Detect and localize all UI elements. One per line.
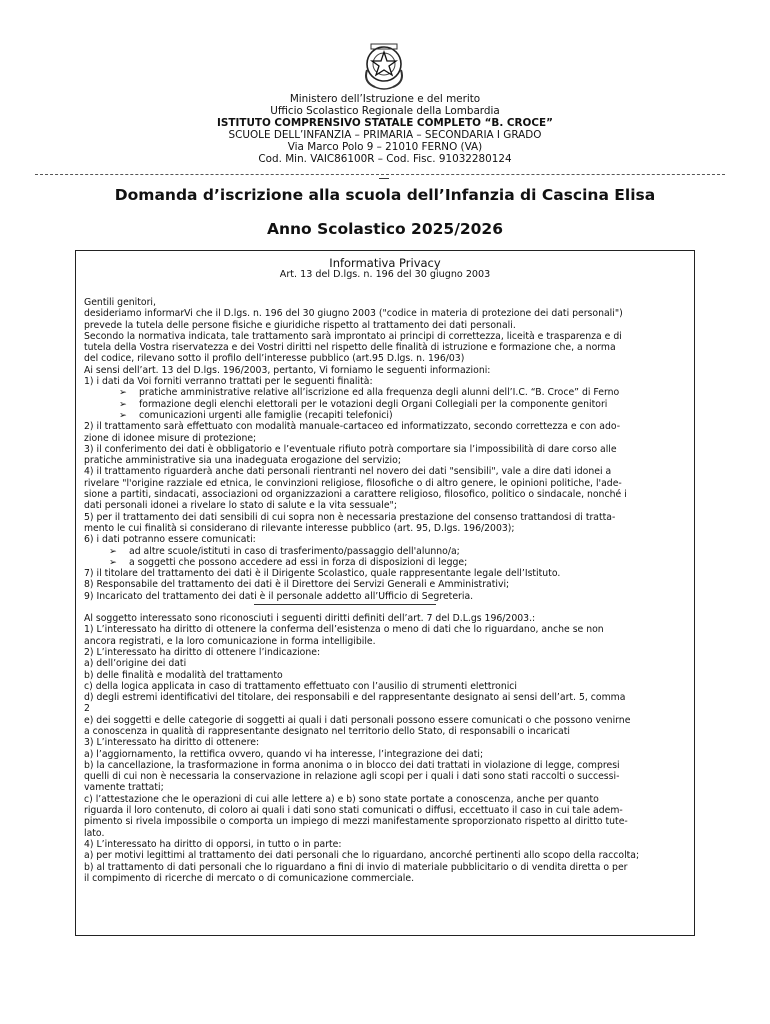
privacy-notice-box bbox=[75, 250, 695, 936]
body-line-text: formazione degli elenchi elettorali per le votazioni degli Organi Collegiali per la componente genitori bbox=[139, 398, 608, 410]
school-year-title: Anno Scolastico 2025/2026 bbox=[266, 220, 503, 238]
body-line bbox=[84, 828, 690, 839]
body-line bbox=[84, 771, 690, 782]
body-line bbox=[84, 670, 690, 681]
header-small-dash bbox=[379, 178, 389, 179]
body-line-text: sione a partiti, sindacati, associazioni od organizzazioni a carattere religioso, filosofico, politico o sindacale, nonché i bbox=[84, 489, 627, 501]
body-line-text: Gentili genitori, bbox=[84, 297, 156, 308]
body-line-text: 5) per il trattamento dei dati sensibili di cui sopra non è necessaria prestazione del consenso trattandosi di tratta- bbox=[84, 511, 616, 523]
body-line-text: Secondo la normativa indicata, tale trattamento sarà improntato ai principi di correttezza, liceità e trasparenza e di bbox=[84, 330, 622, 342]
body-line-text: comunicazioni urgenti alle famiglie (recapiti telefonici) bbox=[139, 409, 393, 421]
body-line-text: a conoscenza in qualità di rappresentante designato nel territorio dello Stato, di responsabili o incaricati bbox=[84, 725, 570, 737]
body-line bbox=[84, 489, 690, 500]
body-line bbox=[84, 410, 690, 421]
body-line bbox=[84, 850, 690, 861]
body-line bbox=[84, 636, 690, 647]
body-line bbox=[84, 399, 690, 410]
body-line bbox=[84, 715, 690, 726]
body-line-text: 1) i dati da Voi forniti verranno trattati per le seguenti finalità: bbox=[84, 376, 373, 388]
body-line bbox=[84, 466, 690, 477]
body-line bbox=[84, 726, 690, 737]
body-line bbox=[84, 591, 690, 602]
arrow-bullet-icon: ➢ bbox=[119, 398, 127, 410]
body-line-text: desideriamo informarVi che il D.lgs. n. 196 del 30 giugno 2003 ("codice in materia di protezione dei dati personali") bbox=[84, 308, 623, 320]
body-line bbox=[84, 387, 690, 398]
body-line-text: 4) il trattamento riguarderà anche dati personali rientranti nel novero dei dati "sensibili", vale a dire dati idonei a bbox=[84, 466, 612, 478]
body-line bbox=[84, 658, 690, 669]
body-line-text: 8) Responsabile del trattamento dei dati è il Direttore dei Servizi Generali e Amministrativi; bbox=[84, 579, 510, 591]
privacy-title: Informativa Privacy bbox=[329, 256, 441, 270]
body-line-text: rivelare "l'origine razziale ed etnica, le convinzioni religiose, filosofiche o di altro genere, le opinioni politiche, l'ade- bbox=[84, 477, 622, 489]
school-codes: Cod. Min. VAIC86100R – Cod. Fisc. 91032280124 bbox=[258, 153, 512, 165]
body-line-text: ad altre scuole/istituti in caso di trasferimento/passaggio dell'alunno/a; bbox=[129, 545, 460, 557]
body-line-text: 2) il trattamento sarà effettuato con modalità manuale-cartaceo ed informatizzato, secondo correttezza e con ado- bbox=[84, 421, 621, 433]
body-line bbox=[84, 342, 690, 353]
body-line-text: 2 bbox=[84, 703, 90, 715]
document-title: Domanda d’iscrizione alla scuola dell’Infanzia di Cascina Elisa bbox=[114, 186, 656, 204]
body-line bbox=[84, 568, 690, 579]
body-line-text: vamente trattati; bbox=[84, 782, 164, 794]
body-line bbox=[84, 433, 690, 444]
body-line bbox=[84, 557, 690, 568]
body-line bbox=[84, 365, 690, 376]
body-line-text: 4) L’interessato ha diritto di opporsi, in tutto o in parte: bbox=[84, 838, 342, 850]
body-line-text: 6) i dati potranno essere comunicati: bbox=[84, 534, 256, 546]
privacy-body bbox=[84, 297, 690, 884]
body-line bbox=[84, 297, 690, 308]
header-divider bbox=[35, 174, 725, 175]
body-line-text: 7) il titolare del trattamento dei dati è il Dirigente Scolastico, quale rappresentante legale dell’Istituto. bbox=[84, 568, 561, 580]
body-line-text: d) degli estremi identificativi del titolare, dei responsabili e del rappresentante designato ai sensi dell’art. 5, comma bbox=[84, 692, 626, 704]
body-line bbox=[84, 523, 690, 534]
body-line-text: prevede la tutela delle persone fisiche e giuridiche rispetto al trattamento dei dati personali. bbox=[84, 319, 516, 331]
body-line-text: a) per motivi legittimi al trattamento dei dati personali che lo riguardano, ancorché pertinenti allo scopo della raccolta; bbox=[84, 850, 640, 862]
body-line bbox=[84, 353, 690, 364]
body-line bbox=[84, 703, 690, 714]
body-line-text: pratiche amministrative sia una inadeguata erogazione del servizio; bbox=[84, 455, 401, 467]
body-line-text: il compimento di ricerche di mercato o di comunicazione commerciale. bbox=[84, 872, 415, 884]
body-line bbox=[84, 500, 690, 511]
body-line bbox=[84, 816, 690, 827]
body-line-text: 2) L’interessato ha diritto di ottenere l’indicazione: bbox=[84, 646, 321, 658]
body-line-text: riguarda il loro contenuto, di coloro ai quali i dati sono stati comunicati o diffusi, eccettuato il caso in cui tale adem- bbox=[84, 805, 623, 817]
institute-name: ISTITUTO COMPRENSIVO STATALE COMPLETO “B. CROCE” bbox=[217, 117, 553, 129]
body-line bbox=[84, 512, 690, 523]
body-line-text: c) della logica applicata in caso di trattamento effettuato con l’ausilio di strumenti elettronici bbox=[84, 680, 518, 692]
body-line bbox=[84, 421, 690, 432]
body-line-text: zione di idonee misure di protezione; bbox=[84, 432, 257, 444]
ministry-name: Ministero dell’Istruzione e del merito bbox=[289, 93, 481, 105]
school-levels: SCUOLE DELL’INFANZIA – PRIMARIA – SECONDARIA I GRADO bbox=[228, 129, 542, 141]
italian-republic-emblem bbox=[359, 40, 409, 92]
body-line-text: e) dei soggetti e delle categorie di soggetti ai quali i dati personali possono essere comunicati o che possono venirne bbox=[84, 714, 631, 726]
body-line bbox=[84, 873, 690, 884]
body-line bbox=[84, 478, 690, 489]
body-line bbox=[84, 794, 690, 805]
body-line-text: b) delle finalità e modalità del trattamento bbox=[84, 669, 283, 681]
school-address: Via Marco Polo 9 – 21010 FERNO (VA) bbox=[287, 141, 483, 153]
body-line-text: b) al trattamento di dati personali che lo riguardano a fini di invio di materiale pubblicitario o di vendita diretta o per bbox=[84, 861, 628, 873]
school-header bbox=[0, 93, 770, 165]
arrow-bullet-icon: ➢ bbox=[109, 545, 117, 557]
privacy-subtitle: Art. 13 del D.lgs. n. 196 del 30 giugno 2003 bbox=[279, 269, 491, 280]
body-line bbox=[84, 320, 690, 331]
body-line-text: pratiche amministrative relative all’iscrizione ed alla frequenza degli alunni dell’I.C. “B. Croce” di Ferno bbox=[139, 387, 620, 399]
body-line-text: a soggetti che possono accedere ad essi in forza di disposizioni di legge; bbox=[129, 556, 468, 568]
body-line-text: lato. bbox=[84, 827, 105, 839]
body-line-text: del codice, rilevano sotto il profilo dell’interesse pubblico (art.95 D.lgs. n. 196/03) bbox=[84, 353, 465, 365]
arrow-bullet-icon: ➢ bbox=[119, 387, 127, 399]
body-line-text: pimento si rivela impossibile o comporta un impiego di mezzi manifestamente sproporzionato rispetto al diritto tute- bbox=[84, 816, 628, 828]
body-line bbox=[84, 692, 690, 703]
body-line bbox=[84, 749, 690, 760]
body-line-text: c) l’attestazione che le operazioni di cui alle lettere a) e b) sono state portate a conoscenza, anche per quanto bbox=[84, 793, 599, 805]
body-line bbox=[84, 534, 690, 545]
body-line bbox=[84, 331, 690, 342]
body-line bbox=[84, 444, 690, 455]
body-line-text: Ai sensi dell’art. 13 del D.lgs. 196/2003, pertanto, Vi forniamo le seguenti informazioni: bbox=[84, 364, 491, 376]
body-line bbox=[84, 737, 690, 748]
body-line-text: 1) L’interessato ha diritto di ottenere la conferma dell’esistenza o meno di dati che lo riguardano, anche se non bbox=[84, 624, 604, 636]
body-line-text: a) dell’origine dei dati bbox=[84, 658, 187, 670]
section-separator bbox=[254, 604, 436, 613]
body-line bbox=[84, 613, 690, 624]
body-line-text: tutela della Vostra riservatezza e dei Vostri diritti nel rispetto delle finalità di istruzione e formazione che, a norma bbox=[84, 342, 616, 354]
body-line-text: 9) Incaricato del trattamento dei dati è il personale addetto all’Ufficio di Segreteria. bbox=[84, 590, 474, 602]
body-line bbox=[84, 839, 690, 850]
arrow-bullet-icon: ➢ bbox=[109, 556, 117, 568]
body-line bbox=[84, 546, 690, 557]
body-line-text: Al soggetto interessato sono riconosciuti i seguenti diritti definiti dell’art. 7 del D.L.gs 196/2003.: bbox=[84, 613, 536, 625]
body-line-text: 3) L’interessato ha diritto di ottenere: bbox=[84, 737, 260, 749]
body-line bbox=[84, 862, 690, 873]
body-line bbox=[84, 376, 690, 387]
body-line-text: mento le cui finalità si considerano di rilevante interesse pubblico (art. 95, D.lgs. 196/2003); bbox=[84, 522, 515, 534]
body-line bbox=[84, 681, 690, 692]
body-line bbox=[84, 782, 690, 793]
regional-office: Ufficio Scolastico Regionale della Lombardia bbox=[270, 105, 500, 117]
body-line-text: quelli di cui non è necessaria la conservazione in relazione agli scopi per i quali i dati sono stati raccolti o successi- bbox=[84, 771, 620, 783]
body-line-text: ancora registrati, e la loro comunicazione in forma intelligibile. bbox=[84, 635, 376, 647]
body-line bbox=[84, 308, 690, 319]
body-line bbox=[84, 760, 690, 771]
body-line-text: a) l’aggiornamento, la rettifica ovvero, quando vi ha interesse, l’integrazione dei dati; bbox=[84, 748, 484, 760]
body-line-text: b) la cancellazione, la trasformazione in forma anonima o in blocco dei dati trattati in violazione di legge, compresi bbox=[84, 759, 620, 771]
arrow-bullet-icon: ➢ bbox=[119, 409, 127, 421]
body-line bbox=[84, 647, 690, 658]
body-line bbox=[84, 579, 690, 590]
body-line-text: 3) il conferimento dei dati è obbligatorio e l’eventuale rifiuto potrà comportare sia l’impossibilità di dare corso alle bbox=[84, 443, 617, 455]
body-line bbox=[84, 455, 690, 466]
body-line bbox=[84, 805, 690, 816]
body-line-text: dati personali idonei a rivelare lo stato di salute e la vita sessuale"; bbox=[84, 500, 397, 512]
body-line bbox=[84, 624, 690, 635]
